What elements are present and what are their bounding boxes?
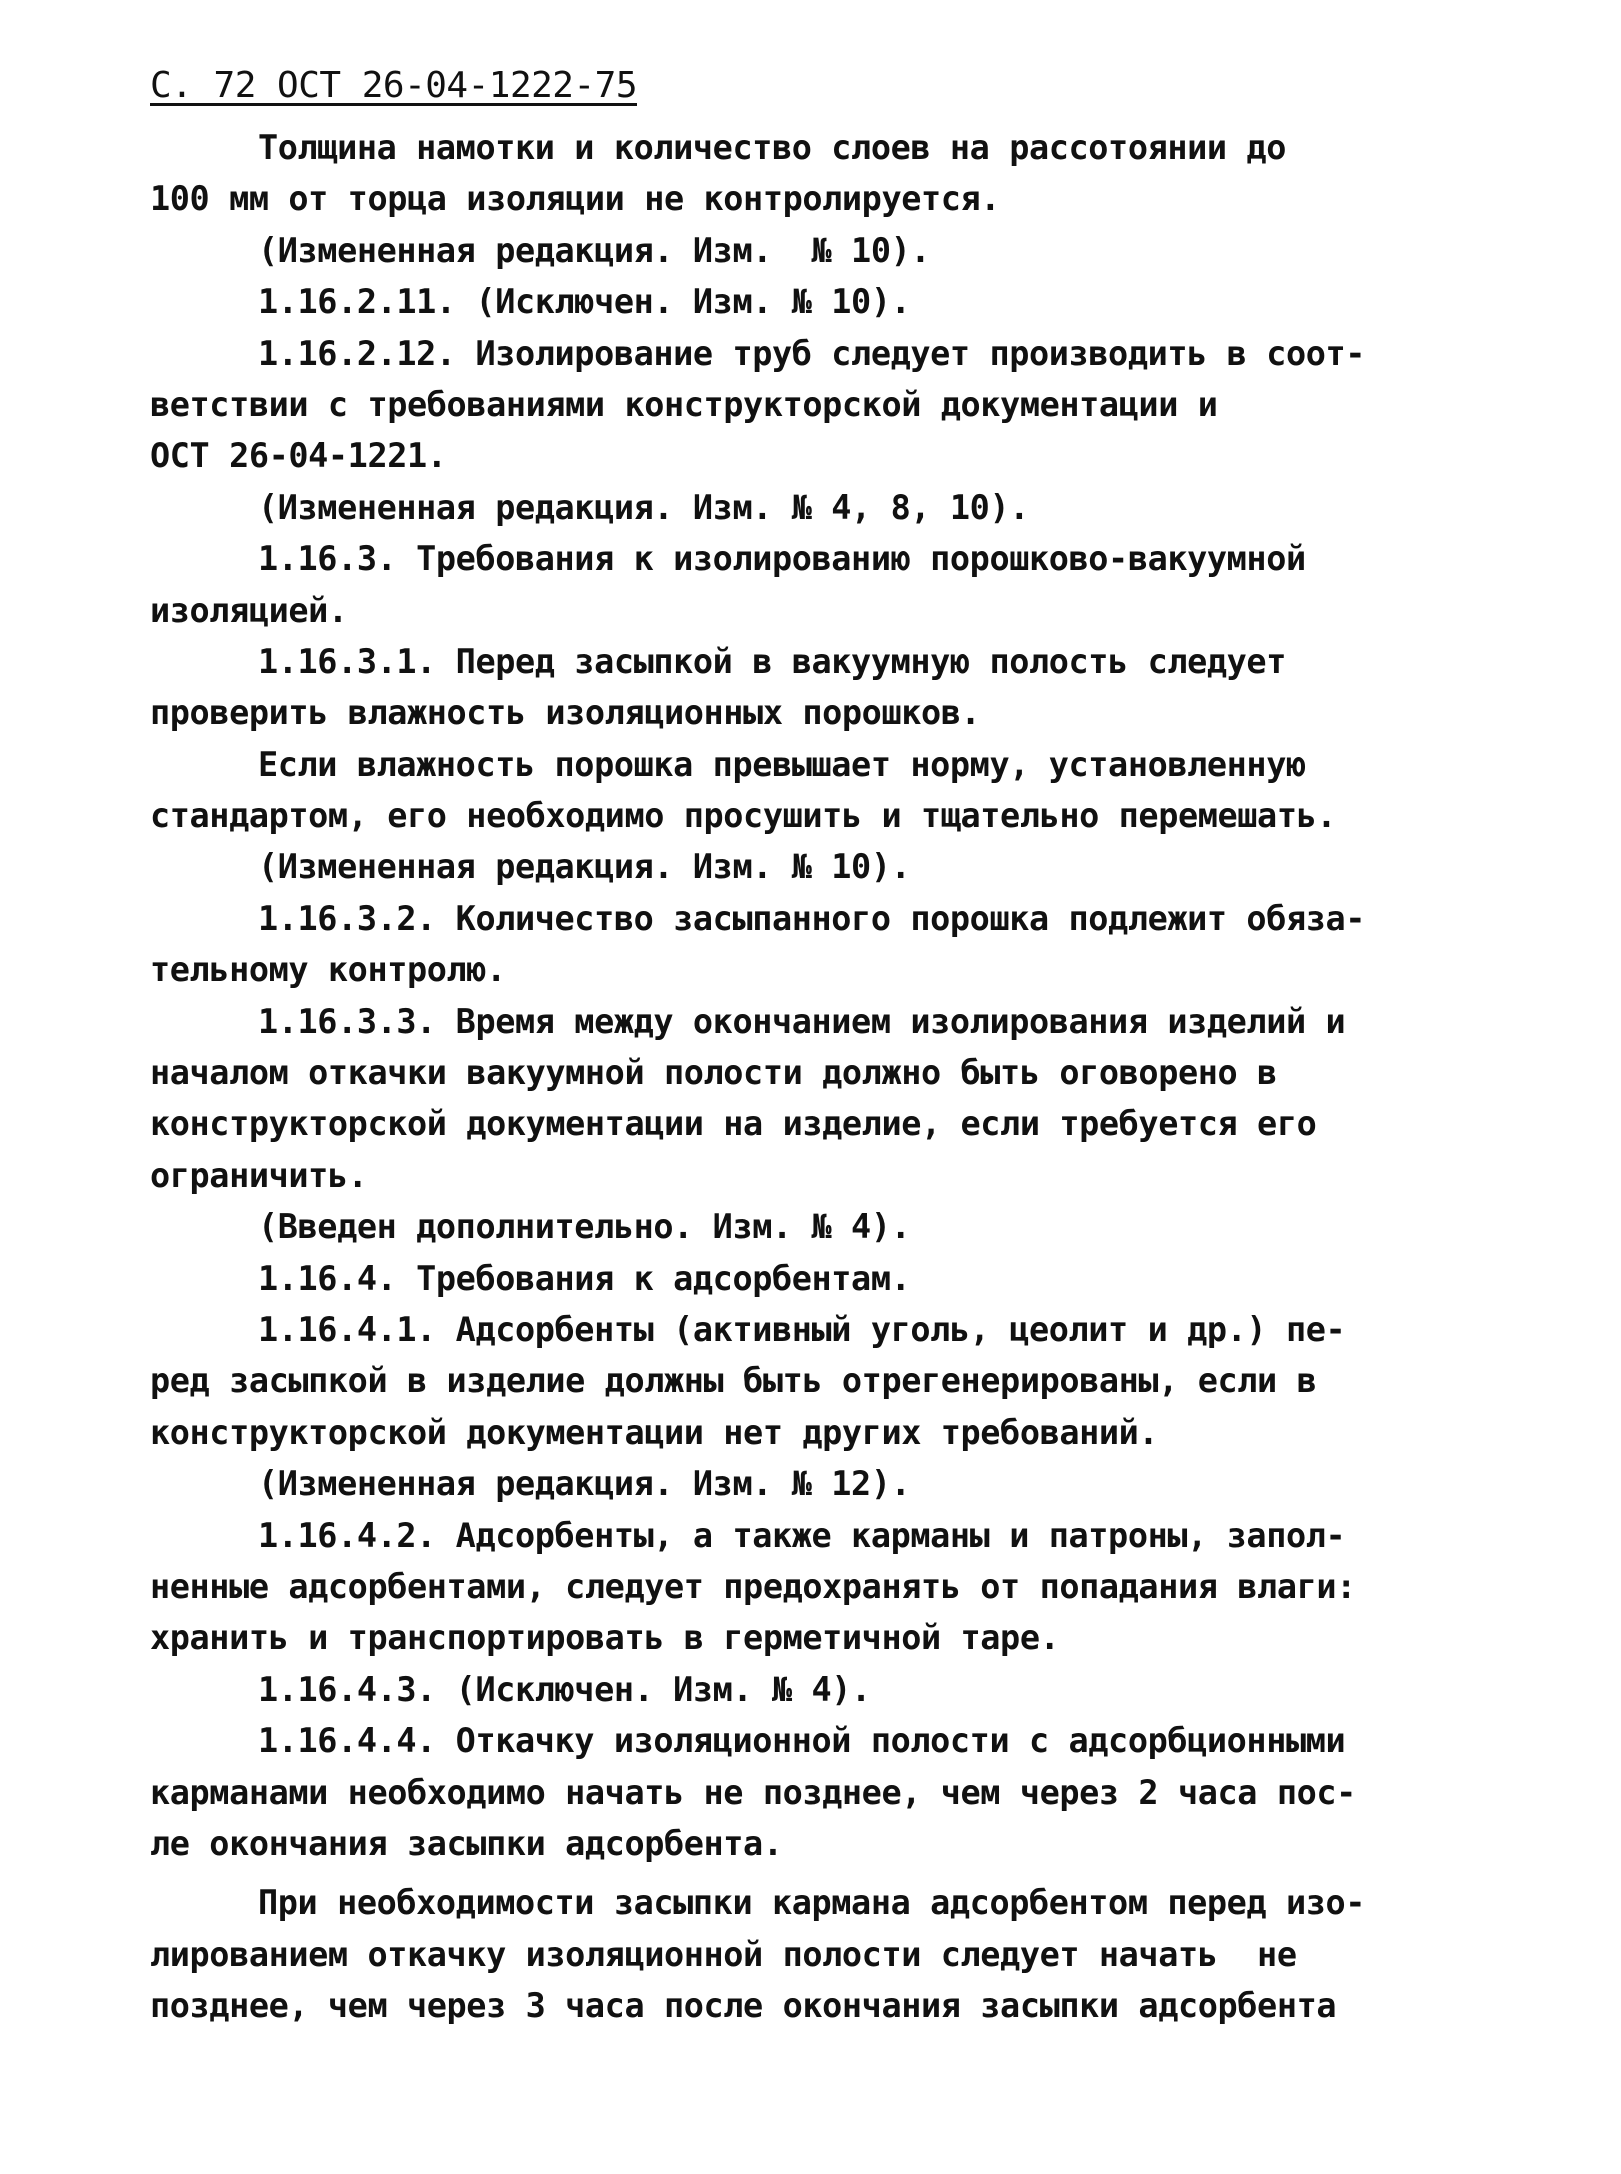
text-line: 1.16.3.3. Время между окончанием изолирования изделий и <box>258 1001 1346 1041</box>
text-line: карманами необходимо начать не позднее, чем через 2 часа пос- <box>150 1772 1356 1812</box>
text-line: 1.16.4.2. Адсорбенты, а также карманы и патроны, запол- <box>258 1515 1346 1555</box>
text-line: лированием откачку изоляционной полости следует начать не <box>150 1934 1297 1974</box>
text-line: тельному контролю. <box>150 950 506 990</box>
text-line: (Измененная редакция. Изм. № 4, 8, 10). <box>258 487 1029 527</box>
text-line: ле окончания засыпки адсорбента. <box>150 1823 783 1863</box>
document-body <box>150 122 1420 2031</box>
text-line: 1.16.4.1. Адсорбенты (активный уголь, цеолит и др.) пе- <box>258 1309 1346 1349</box>
text-line: 1.16.2.11. (Исключен. Изм. № 10). <box>258 282 911 322</box>
text-line: 1.16.4.3. (Исключен. Изм. № 4). <box>258 1669 871 1709</box>
text-line: 1.16.2.12. Изолирование труб следует производить в соот- <box>258 333 1366 373</box>
text-line: конструкторской документации на изделие, если требуется его <box>150 1104 1317 1144</box>
text-line: 1.16.4.4. Откачку изоляционной полости с адсорбционными <box>258 1721 1346 1761</box>
text-line: ограничить. <box>150 1155 368 1195</box>
text-line: началом откачки вакуумной полости должно быть оговорено в <box>150 1053 1277 1093</box>
text-line: конструкторской документации нет других требований. <box>150 1412 1159 1452</box>
text-line: Толщина намотки и количество слоев на рассотоянии до <box>258 128 1286 167</box>
page-header: С. 72 ОСТ 26-04-1222-75 <box>150 65 637 106</box>
text-line: ветствии с требованиями конструкторской документации и <box>150 384 1218 424</box>
text-line: (Измененная редакция. Изм. № 10). <box>258 847 911 887</box>
text-line: (Измененная редакция. Изм. № 12). <box>258 1464 911 1504</box>
text-line: 100 мм от торца изоляции не контролируется. <box>150 179 1001 219</box>
text-line: хранить и транспортировать в герметичной таре. <box>150 1618 1060 1658</box>
text-line: 1.16.3.1. Перед засыпкой в вакуумную полость следует <box>258 641 1286 681</box>
text-line: изоляцией. <box>150 590 348 630</box>
text-line: Если влажность порошка превышает норму, установленную <box>258 744 1306 784</box>
text-line: (Введен дополнительно. Изм. № 4). <box>258 1207 911 1247</box>
text-line: (Измененная редакция. Изм. № 10). <box>258 230 931 270</box>
text-line: 1.16.3. Требования к изолированию порошково-вакуумной <box>258 539 1306 579</box>
text-line: При необходимости засыпки кармана адсорбентом перед изо- <box>258 1883 1366 1923</box>
text-line: ред засыпкой в изделие должны быть отрегенерированы, если в <box>150 1361 1317 1401</box>
text-line: ненные адсорбентами, следует предохранять от попадания влаги: <box>150 1566 1356 1606</box>
text-line: 1.16.3.2. Количество засыпанного порошка подлежит обяза- <box>258 898 1366 938</box>
text-line: стандартом, его необходимо просушить и тщательно перемешать. <box>150 796 1337 836</box>
text-line: позднее, чем через 3 часа после окончания засыпки адсорбента <box>150 1986 1337 2026</box>
text-line: проверить влажность изоляционных порошков. <box>150 693 981 733</box>
text-line: 1.16.4. Требования к адсорбентам. <box>258 1258 911 1298</box>
text-line: ОСТ 26-04-1221. <box>150 436 447 476</box>
